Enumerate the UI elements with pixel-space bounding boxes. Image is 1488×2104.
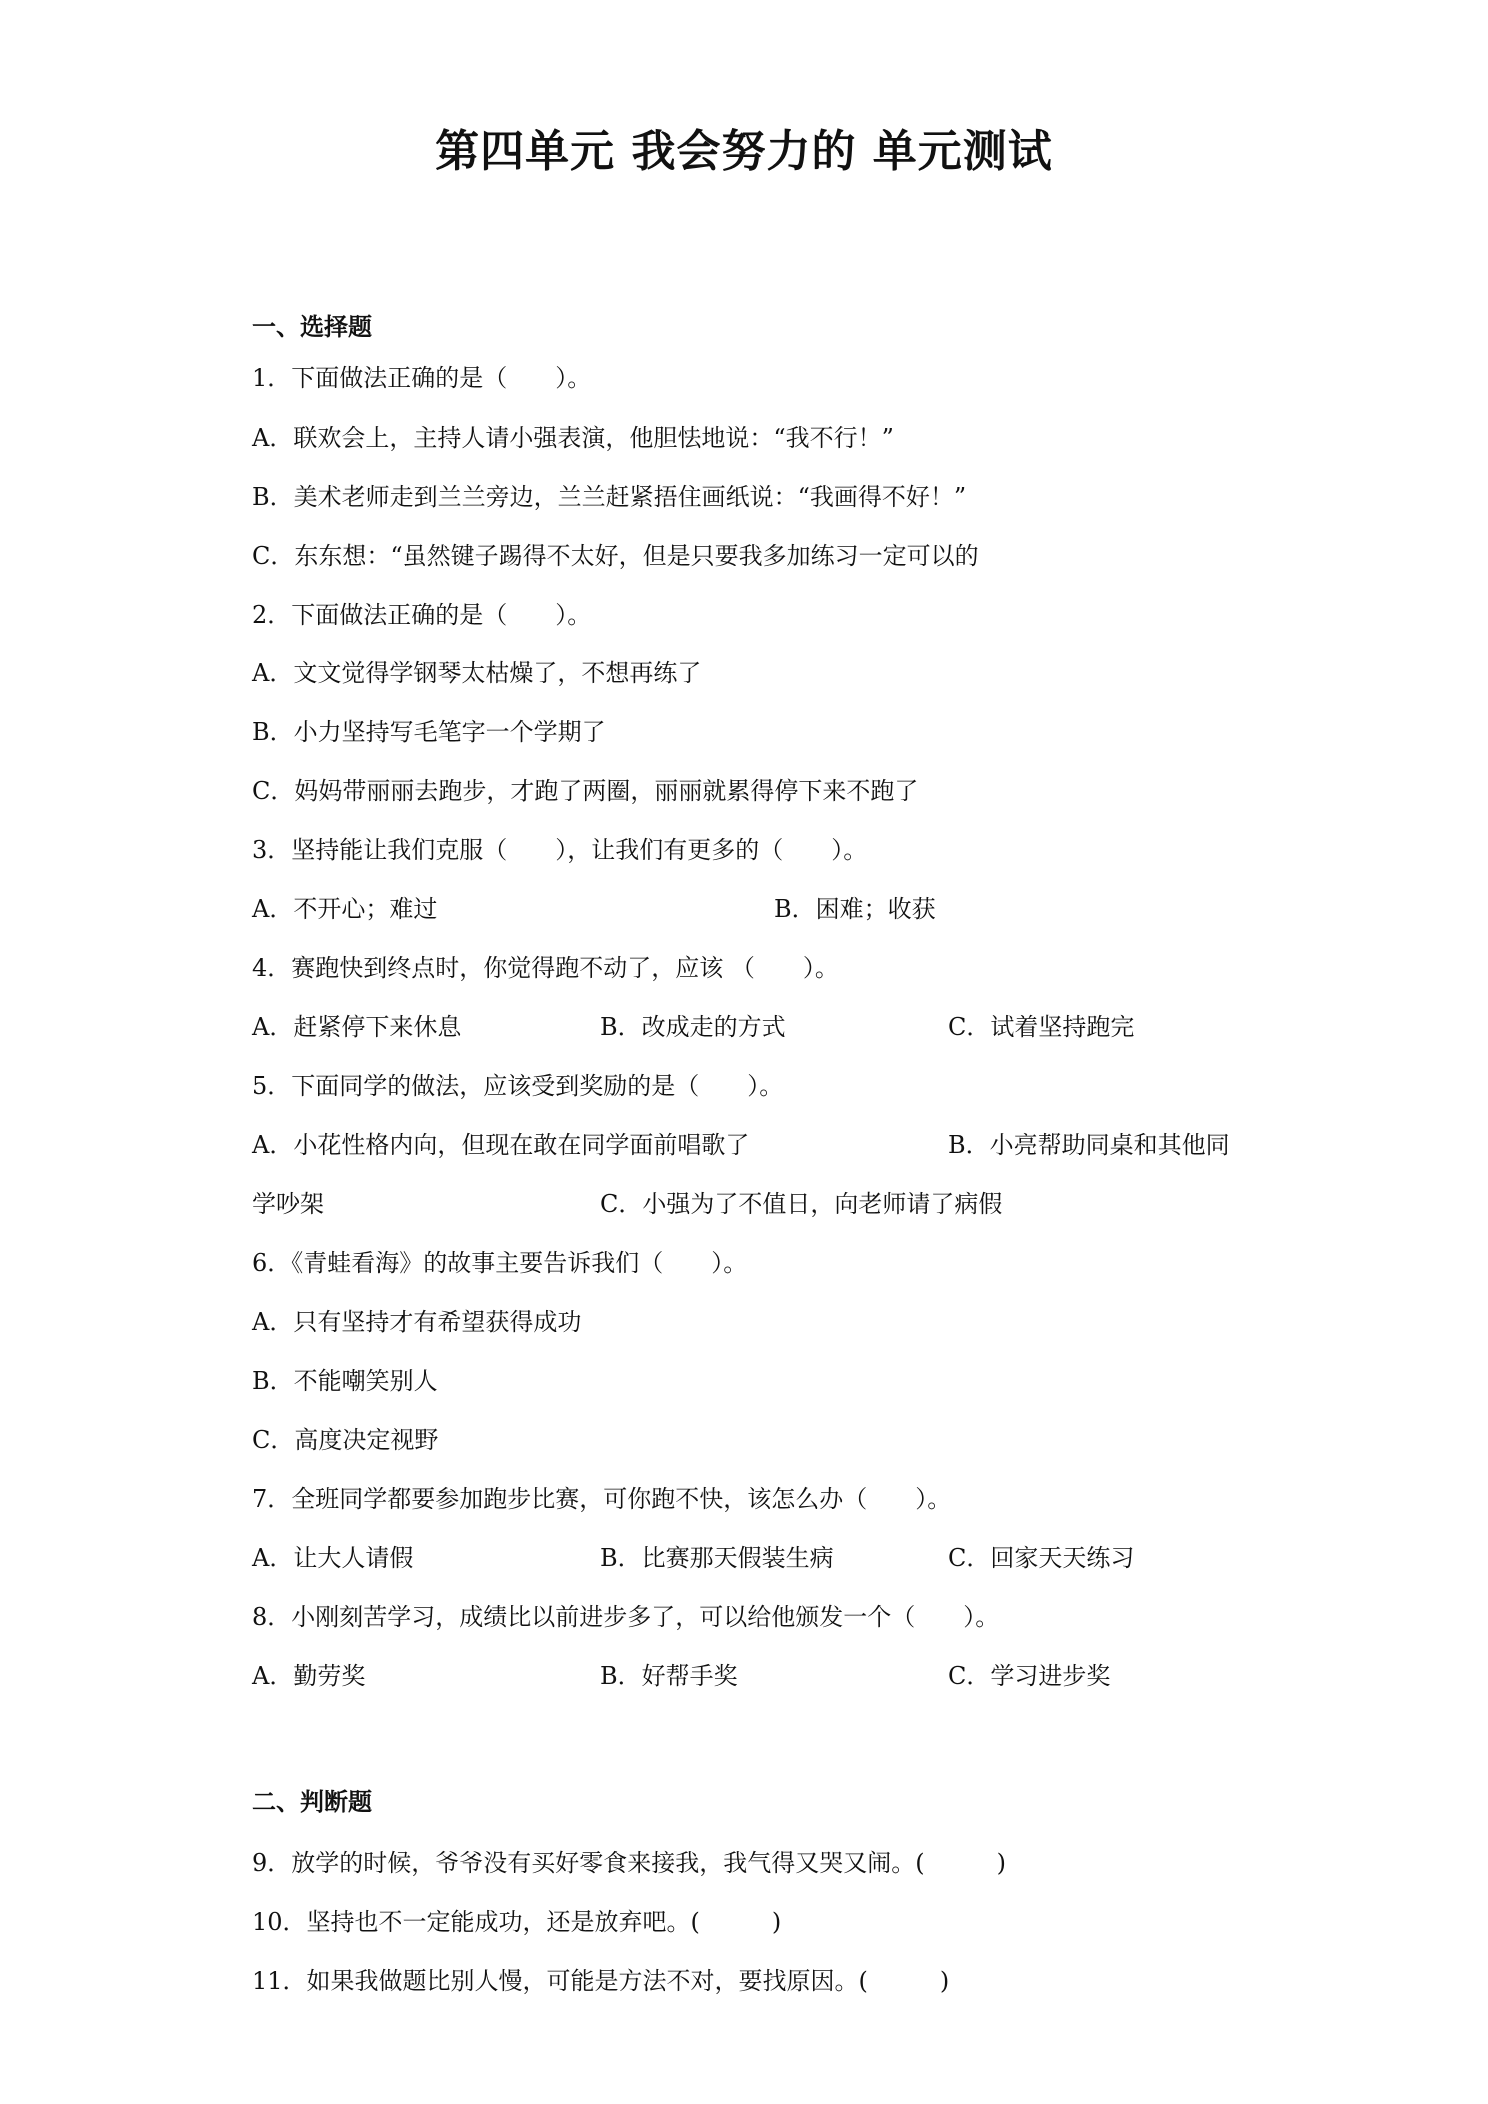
question-7-option-b: B．比赛那天假装生病 bbox=[600, 1544, 834, 1572]
question-4-option-b: B．改成走的方式 bbox=[600, 1013, 786, 1041]
question-1-option-b: B．美术老师走到兰兰旁边，兰兰赶紧捂住画纸说：“我画得不好！” bbox=[252, 483, 967, 511]
question-8-option-a: A．勤劳奖 bbox=[252, 1662, 366, 1690]
question-8-option-c: C．学习进步奖 bbox=[948, 1662, 1111, 1690]
section-heading-judgement: 二、判断题 bbox=[252, 1787, 372, 1816]
question-4-stem: 4．赛跑快到终点时，你觉得跑不动了，应该 （ ）。 bbox=[252, 954, 839, 982]
question-2-option-a: A．文文觉得学钢琴太枯燥了，不想再练了 bbox=[252, 659, 702, 687]
question-5-option-b-line2: 学吵架 bbox=[252, 1190, 324, 1218]
question-1-option-c: C．东东想：“虽然键子踢得不太好，但是只要我多加练习一定可以的 bbox=[252, 542, 979, 570]
question-7-option-c: C．回家天天练习 bbox=[948, 1544, 1135, 1572]
question-7-option-a: A．让大人请假 bbox=[252, 1544, 414, 1572]
question-6-option-a: A．只有坚持才有希望获得成功 bbox=[252, 1308, 582, 1336]
question-11-stem: 11．如果我做题比别人慢，可能是方法不对，要找原因。( ) bbox=[252, 1967, 950, 1995]
question-3-option-b: B．困难；收获 bbox=[774, 895, 936, 923]
page-title: 第四单元 我会努力的 单元测试 bbox=[435, 126, 1053, 177]
question-3-stem: 3．坚持能让我们克服（ ），让我们有更多的（ ）。 bbox=[252, 836, 868, 864]
question-2-stem: 2．下面做法正确的是（ ）。 bbox=[252, 601, 592, 629]
question-1-option-a: A．联欢会上，主持人请小强表演，他胆怯地说：“我不行！” bbox=[252, 424, 894, 452]
question-2-option-b: B．小力坚持写毛笔字一个学期了 bbox=[252, 718, 606, 746]
question-5-option-c: C．小强为了不值日，向老师请了病假 bbox=[600, 1190, 1003, 1218]
question-5-option-b-line1: B．小亮帮助同桌和其他同 bbox=[948, 1131, 1230, 1159]
question-7-stem: 7．全班同学都要参加跑步比赛，可你跑不快，该怎么办（ ）。 bbox=[252, 1485, 952, 1513]
question-4-option-a: A．赶紧停下来休息 bbox=[252, 1013, 462, 1041]
question-5-option-a: A．小花性格内向，但现在敢在同学面前唱歌了 bbox=[252, 1131, 750, 1159]
question-1-stem: 1．下面做法正确的是（ ）。 bbox=[252, 364, 592, 392]
question-6-stem: 6．《青蛙看海》的故事主要告诉我们（ ）。 bbox=[252, 1249, 748, 1277]
question-4-option-c: C．试着坚持跑完 bbox=[948, 1013, 1135, 1041]
section-heading-choice: 一、选择题 bbox=[252, 312, 372, 341]
question-5-stem: 5．下面同学的做法，应该受到奖励的是（ ）。 bbox=[252, 1072, 784, 1100]
question-10-stem: 10．坚持也不一定能成功，还是放弃吧。( ) bbox=[252, 1908, 782, 1936]
question-9-stem: 9．放学的时候，爷爷没有买好零食来接我，我气得又哭又闹。( ) bbox=[252, 1849, 1006, 1877]
question-8-option-b: B．好帮手奖 bbox=[600, 1662, 738, 1690]
question-8-stem: 8．小刚刻苦学习，成绩比以前进步多了，可以给他颁发一个（ ）。 bbox=[252, 1603, 1000, 1631]
question-2-option-c: C．妈妈带丽丽去跑步，才跑了两圈，丽丽就累得停下来不跑了 bbox=[252, 777, 919, 805]
question-6-option-b: B．不能嘲笑别人 bbox=[252, 1367, 438, 1395]
question-6-option-c: C．高度决定视野 bbox=[252, 1426, 439, 1454]
question-3-option-a: A．不开心；难过 bbox=[252, 895, 438, 923]
